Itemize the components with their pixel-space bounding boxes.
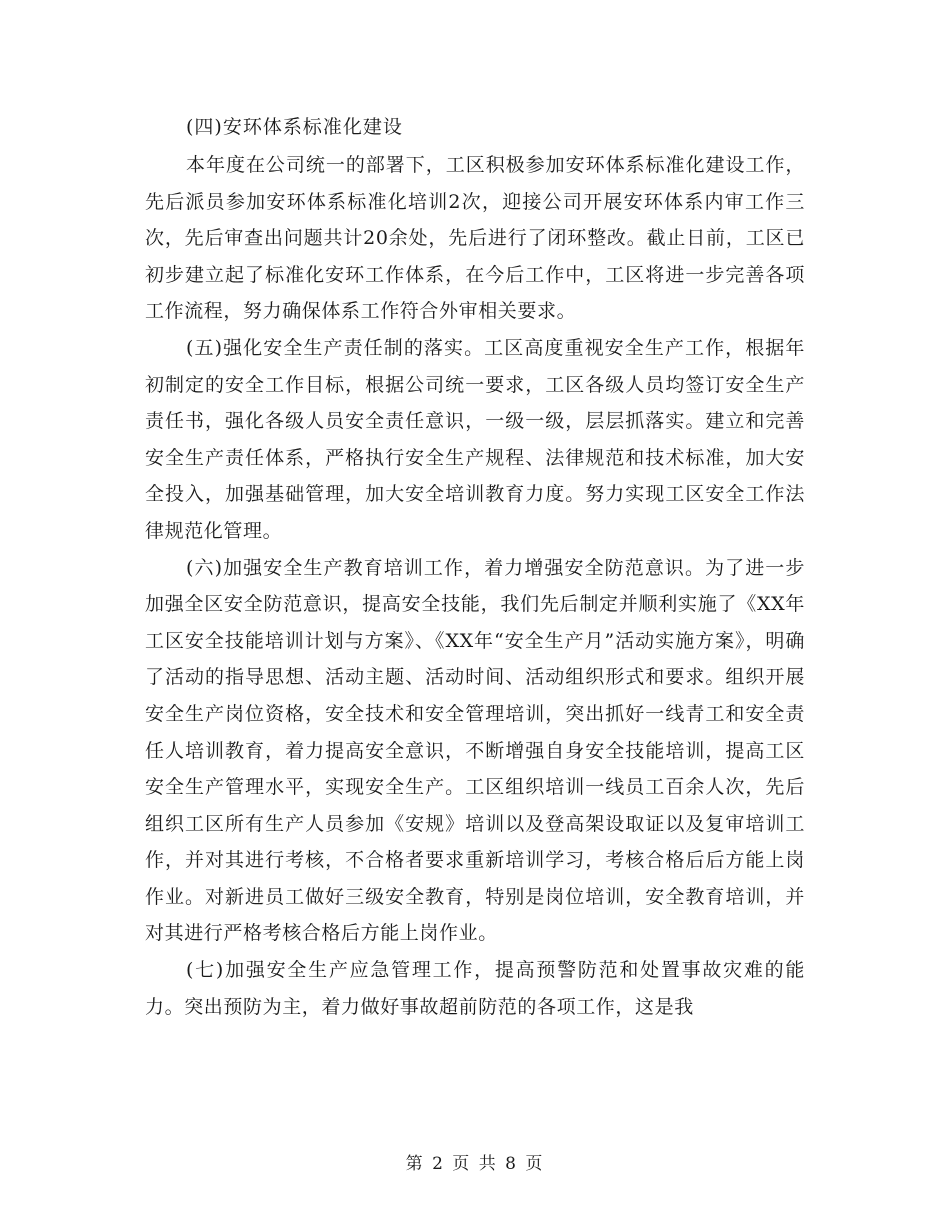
paragraph-section-6: (六)加强安全生产教育培训工作，着力增强安全防范意识。为了进一步加强全区安全防范意识，提高安全技能，我们先后制定并顺利实施了《XX年工区安全技能培训计划与方案》、《XX年“安全生产月”活动实施方案》，明确了活动的指导思想、活动主题、活动时间、活动组织形式和要求。组织开展安全生产岗位资格，安全技术和安全管理培训，突出抓好一线青工和安全责任人培训教育，着力提高安全意识，不断增强自身安全技能培训，提高工区安全生产管理水平，实现安全生产。工区组织培训一线员工百余人次，先后组织工区所有生产人员参加《安规》培训以及登高架设取证以及复审培训工作，并对其进行考核，不合格者要求重新培训学习，考核合格后后方能上岗作业。对新进员工做好三级安全教育，特别是岗位培训，安全教育培训，并对其进行严格考核合格后方能上岗作业。	[145, 556, 805, 945]
section-heading: (四)安环体系标准化建设	[186, 116, 403, 138]
paragraph-intro: 本年度在公司统一的部署下，工区积极参加安环体系标准化建设工作，先后派员参加安环体系标准化培训2次，迎接公司开展安环体系内审工作三次，先后审查出问题共计20余处，先后进行了闭环整改。截止日前，工区已初步建立起了标准化安环工作体系，在今后工作中，工区将进一步完善各项工作流程，努力确保体系工作符合外审相关要求。	[145, 154, 805, 323]
paragraph-section-5: (五)强化安全生产责任制的落实。工区高度重视安全生产工作，根据年初制定的安全工作目标，根据公司统一要求，工区各级人员均签订安全生产责任书，强化各级人员安全责任意识，一级一级，层层抓落实。建立和完善安全生产责任体系，严格执行安全生产规程、法律规范和技术标准，加大安全投入，加强基础管理，加大安全培训教育力度。努力实现工区安全工作法律规范化管理。	[145, 336, 805, 542]
document-body	[145, 108, 805, 1025]
paragraph-section-7: (七)加强安全生产应急管理工作，提高预警防范和处置事故灾难的能力。突出预防为主，着力做好事故超前防范的各项工作，这是我	[145, 959, 805, 1018]
page-number: 第 2 页 共 8 页	[405, 1154, 545, 1174]
